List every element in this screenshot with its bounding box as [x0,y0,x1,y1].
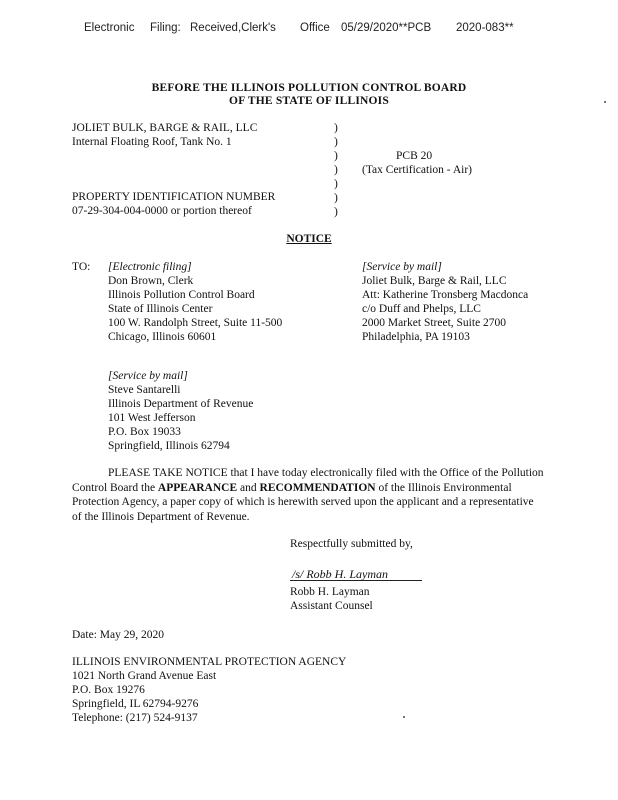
service-method: [Service by mail] [362,261,442,273]
address-line: 101 West Jefferson [108,412,196,424]
address-line: Illinois Department of Revenue [108,398,254,410]
address-line: Steve Santarelli [108,384,181,396]
agency-phone: Telephone: (217) 524-9137 [72,712,198,724]
signature-line [290,580,422,581]
address-line: State of Illinois Center [108,303,213,315]
stamp-docket: 2020-083** [456,22,514,34]
recipient-revenue [108,369,253,453]
date-line: Date: May 29, 2020 [72,629,164,641]
page-title: BEFORE THE ILLINOIS POLLUTION CONTROL BOARD [151,82,467,94]
address-line: Springfield, Illinois 62794 [108,440,230,452]
paren: ) [334,164,338,176]
party-detail: Internal Floating Roof, Tank No. 1 [72,136,232,148]
notice-heading: NOTICE [286,233,332,245]
notice-body [72,466,546,524]
party-name: JOLIET BULK, BARGE & RAIL, LLC [72,122,258,134]
paren: ) [334,206,338,218]
body-appearance: APPEARANCE [157,481,238,494]
address-line: Philadelphia, PA 19103 [362,331,470,343]
page-subtitle: OF THE STATE OF ILLINOIS [229,95,389,107]
pin-number: 07-29-304-004-0000 or portion thereof [72,205,252,217]
address-line: Joliet Bulk, Barge & Rail, LLC [362,275,507,287]
paren: ) [334,136,338,148]
agency-block [72,655,346,725]
scan-speck [604,101,606,103]
body-recommendation: RECOMMENDATION [259,481,376,494]
signer-name: Robb H. Layman [290,586,370,598]
address-line: P.O. Box 19033 [108,426,181,438]
recipient-applicant [362,260,528,344]
address-line: Chicago, Illinois 60601 [108,331,217,343]
case-number: PCB 20 [396,150,433,162]
address-line: 100 W. Randolph Street, Suite 11-500 [108,317,283,329]
stamp-date-pcb: 05/29/2020**PCB [341,22,432,34]
signer-role: Assistant Counsel [290,600,373,612]
agency-city: Springfield, IL 62794-9276 [72,698,199,710]
address-line: c/o Duff and Phelps, LLC [362,303,481,315]
e-signature: /s/ Robb H. Layman [292,567,388,581]
agency-pobox: P.O. Box 19276 [72,684,145,696]
service-method: [Service by mail] [108,370,188,382]
body-text: of the Illinois Environmental Protection Agency, a paper copy of which is herewith served upon the applicant and a representative of the Illinois Department of Revenue. [72,481,534,523]
body-text: PLEASE TAKE NOTICE that I have today electronically filed with the Office of the Pollution Control Board the [72,467,544,494]
address-line: Don Brown, Clerk [108,275,194,287]
closing: Respectfully submitted by, [290,538,413,550]
recipient-clerk [108,260,282,344]
address-line: Att: Katherine Tronsberg Macdonca [362,289,529,301]
to-label: TO: [72,261,91,273]
stamp-filing: Filing: [150,22,181,34]
paren: ) [334,178,338,190]
stamp-electronic: Electronic [84,22,135,34]
caption-party [72,121,257,149]
paren: ) [334,122,338,134]
stamp-office: Office [300,22,330,34]
service-method: [Electronic filing] [108,261,192,273]
caption-pin [72,190,275,218]
pin-label: PROPERTY IDENTIFICATION NUMBER [72,191,276,203]
address-line: 2000 Market Street, Suite 2700 [362,317,507,329]
case-type: (Tax Certification - Air) [362,164,473,176]
agency-street: 1021 North Grand Avenue East [72,670,217,682]
paren: ) [334,192,338,204]
paren: ) [334,150,338,162]
agency-name: ILLINOIS ENVIRONMENTAL PROTECTION AGENCY [72,656,347,668]
body-text: and [237,481,260,494]
caption-parens [334,121,338,219]
address-line: Illinois Pollution Control Board [108,289,255,301]
scan-speck [403,716,405,718]
stamp-received: Received,Clerk's [190,22,276,34]
